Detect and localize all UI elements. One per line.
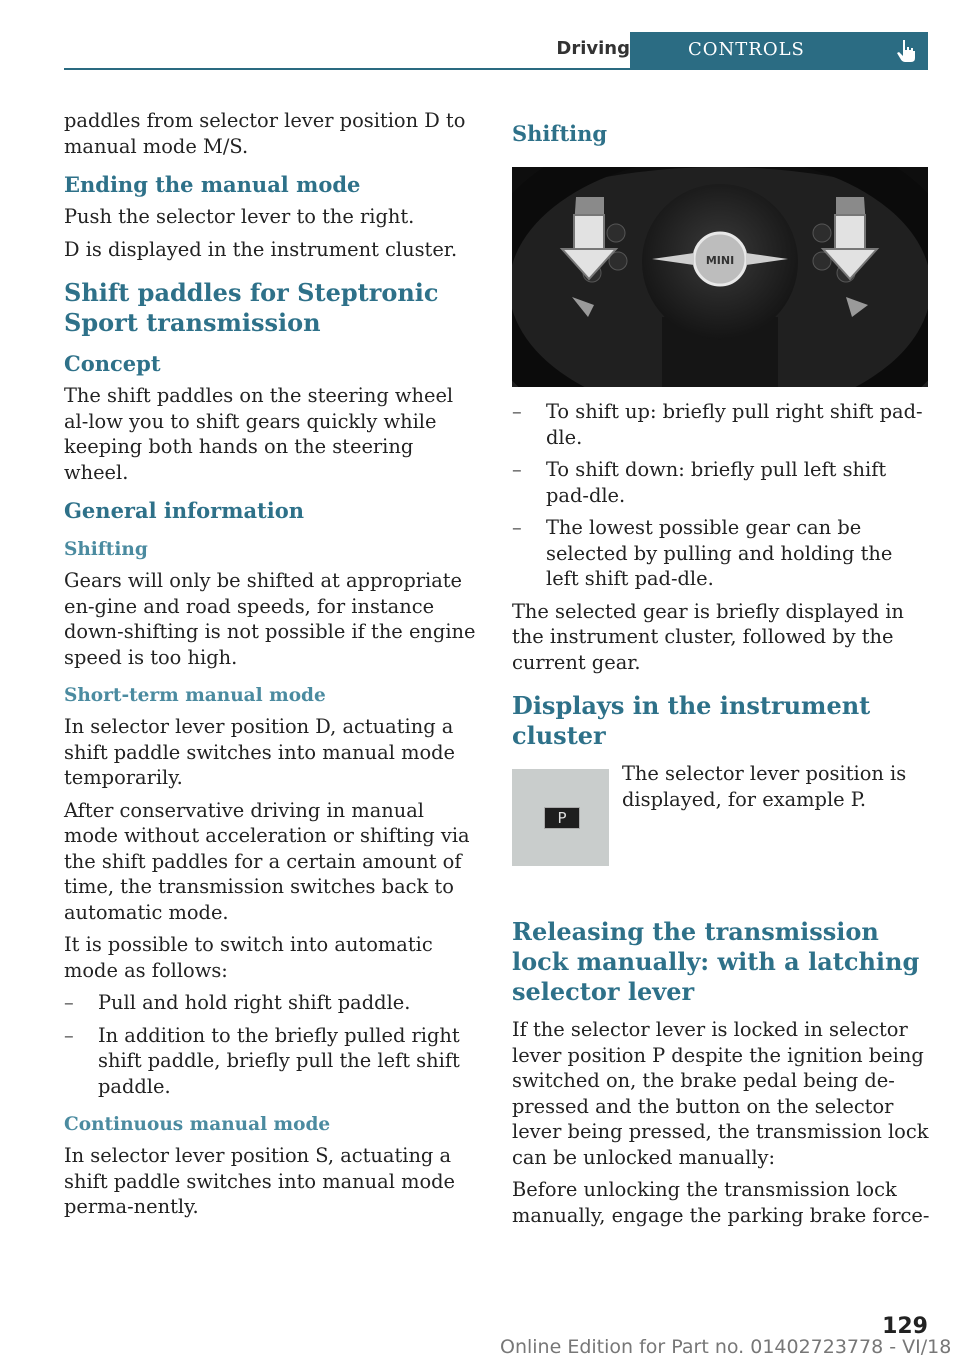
shifting-heading: Shifting [512,121,608,146]
left-column [64,108,482,1227]
continuous-manual-mode-heading: Continuous manual mode [64,1114,331,1135]
ending-paragraph-2: D is displayed in the instrument cluster. [64,237,458,261]
list-item: – Pull and hold right shift paddle. [64,990,482,1016]
list-item: – To shift up: briefly pull right shift pad-dle. [512,399,930,450]
footer-edition: Online Edition for Part no. 01402723778 - VI/18 [500,1336,952,1358]
list-item: – In addition to the briefly pulled right shift paddle, briefly pull the left shift paddle. [64,1023,482,1100]
right-column [512,108,930,1235]
header-chapter-label: CONTROLS [688,39,805,60]
intro-paragraph: paddles from selector lever position D to manual mode M/S. [64,109,466,158]
short-term-manual-mode-heading: Short-term manual mode [64,685,326,706]
automatic-mode-list [64,990,482,1099]
releasing-paragraph-1: If the selector lever is locked in selector lever position P despite the ignition being switched on, the brake pedal being de-pressed and the button on the selector lever being pressed, the transmission lock can be unlocked manually: [512,1018,929,1169]
header-section-title: Driving [556,38,630,59]
list-item: – To shift down: briefly pull left shift pad-dle. [512,457,930,508]
hand-pointer-icon [894,38,918,64]
page-header [64,32,928,70]
concept-paragraph: The shift paddles on the steering wheel al-low you to shift gears quickly while keeping both hands on the steering wheel. [64,384,454,484]
releasing-transmission-lock-heading: Releasing the transmission lock manually: with a latching selector lever [512,917,920,1006]
gear-display [544,807,580,829]
steering-wheel-illustration [512,167,928,387]
page-number: 129 [882,1314,928,1339]
shifting-list [512,399,930,592]
header-chapter-tab [630,32,928,70]
instrument-cluster-image [512,769,609,866]
releasing-paragraph-2: Before unlocking the transmission lock manually, engage the parking brake force- [512,1178,930,1227]
short-term-paragraph-2: After conservative driving in manual mode without acceleration or shifting via the shift paddles for a certain amount of time, the transmission switches back to automatic mode. [64,798,470,924]
displays-heading: Displays in the instrument cluster [512,691,871,750]
continuous-paragraph: In selector lever position S, actuating a shift paddle switches into manual mode perma-nently. [64,1144,456,1218]
short-term-paragraph-3: It is possible to switch into automatic mode as follows: [64,933,433,982]
displays-paragraph: The selector lever position is displayed, for example P. [622,762,907,811]
ending-paragraph-1: Push the selector lever to the right. [64,205,415,228]
shifting-subheading: Shifting [64,539,148,560]
ending-manual-mode-heading: Ending the manual mode [64,172,361,197]
steering-wheel-photo [512,167,928,387]
list-item: – The lowest possible gear can be selected by pulling and holding the left shift pad-dle. [512,515,930,592]
general-information-heading: General information [64,498,305,523]
mini-logo-text: MINI [705,254,735,267]
short-term-paragraph-1: In selector lever position D, actuating a shift paddle switches into manual mode temporarily. [64,715,456,789]
display-block [512,761,930,901]
concept-heading: Concept [64,351,161,376]
shifting-paragraph: Gears will only be shifted at appropriate en-gine and road speeds, for instance down-shifting is not possible if the engine speed is too high. [64,569,476,669]
gear-letter: P [557,809,567,827]
shifting-after-paragraph: The selected gear is briefly displayed in the instrument cluster, followed by the current gear. [512,599,904,674]
shift-paddles-heading: Shift paddles for Steptronic Sport transmission [64,278,439,337]
